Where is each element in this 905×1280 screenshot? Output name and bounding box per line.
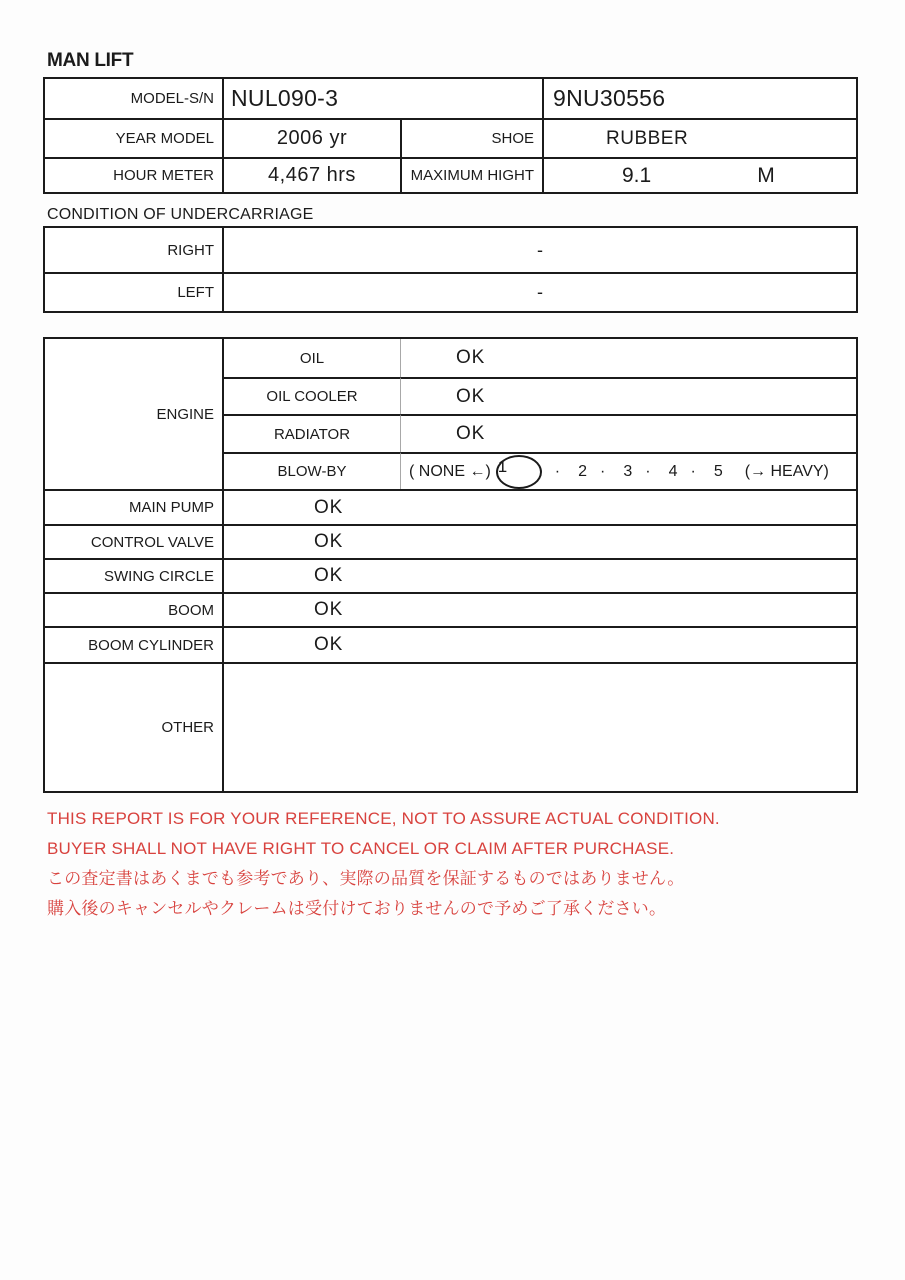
hour-meter-label: HOUR METER	[45, 157, 222, 192]
disclaimer-line-en-2: BUYER SHALL NOT HAVE RIGHT TO CANCEL OR CLAIM AFTER PURCHASE.	[47, 839, 675, 858]
disclaimer-line-ja-1: この査定書はあくまでも参考であり、実際の品質を保証するものではありません。	[47, 869, 685, 888]
boom-label: BOOM	[45, 592, 222, 626]
blowby-heavy-suffix: (→ HEAVY)	[744, 462, 829, 480]
blowby-none-prefix: ( NONE ←)	[409, 462, 491, 480]
shoe-value: RUBBER	[542, 118, 856, 157]
blowby-dot: ·	[690, 462, 696, 480]
undercarriage-right-label: RIGHT	[167, 241, 214, 259]
other-label: OTHER	[45, 662, 222, 791]
undercarriage-table	[43, 226, 858, 313]
engine-radiator-label: RADIATOR	[222, 414, 400, 452]
serial-value: 9NU30556	[542, 79, 856, 118]
maximum-height-unit: M	[757, 163, 775, 187]
undercarriage-left-label: LEFT	[45, 272, 222, 311]
blowby-level-2: 2	[578, 462, 588, 480]
blowby-level-3: 3	[623, 462, 633, 480]
shoe-label: SHOE	[400, 118, 542, 157]
hour-meter-value: 4,467 hrs	[222, 157, 400, 192]
disclaimer-block	[47, 804, 720, 924]
undercarriage-right-value: -	[222, 228, 856, 272]
blowby-level-4: 4	[668, 462, 678, 480]
blowby-dot: ·	[554, 462, 561, 480]
model-value: NUL090-3	[222, 79, 542, 118]
boom-cylinder-value: OK	[222, 626, 856, 662]
page-title: MAN LIFT	[47, 50, 134, 71]
maximum-height-label: MAXIMUM HIGHT	[400, 157, 542, 192]
engine-oil-cooler-label: OIL COOLER	[222, 377, 400, 414]
engine-label: ENGINE	[156, 405, 214, 423]
boom-value: OK	[222, 592, 856, 626]
blowby-dot: ·	[600, 462, 606, 480]
main-pump-value: OK	[222, 489, 856, 524]
main-pump-label: MAIN PUMP	[45, 489, 222, 524]
blowby-scale	[400, 452, 856, 489]
maximum-height-number: 9.1	[622, 163, 652, 187]
swing-circle-value: OK	[222, 558, 856, 592]
other-value	[222, 662, 856, 791]
undercarriage-left-value: -	[222, 272, 856, 311]
engine-radiator-value: OK	[400, 414, 856, 452]
inspection-table	[43, 337, 858, 793]
engine-oil-value: OK	[400, 339, 856, 377]
undercarriage-heading: CONDITION OF UNDERCARRIAGE	[47, 206, 314, 223]
control-valve-value: OK	[222, 524, 856, 558]
disclaimer-line-ja-2: 購入後のキャンセルやクレームは受付けておりませんので予めご了承ください。	[47, 899, 667, 918]
model-sn-label: MODEL-S/N	[130, 90, 214, 107]
blowby-level-5: 5	[713, 462, 723, 480]
blowby-label: BLOW-BY	[222, 452, 400, 489]
swing-circle-label: SWING CIRCLE	[45, 558, 222, 592]
disclaimer-line-en-1: THIS REPORT IS FOR YOUR REFERENCE, NOT TO ASSURE ACTUAL CONDITION.	[47, 809, 720, 828]
year-model-value: 2006 yr	[222, 118, 400, 157]
spec-table	[43, 77, 858, 194]
boom-cylinder-label: BOOM CYLINDER	[45, 626, 222, 662]
maximum-height-value	[542, 157, 856, 192]
engine-oil-label: OIL	[222, 339, 400, 377]
year-model-label: YEAR MODEL	[45, 118, 222, 157]
control-valve-label: CONTROL VALVE	[45, 524, 222, 558]
engine-oil-cooler-value: OK	[400, 377, 856, 414]
blowby-dot: ·	[645, 462, 651, 480]
blowby-selected-circle: 1	[496, 455, 542, 489]
